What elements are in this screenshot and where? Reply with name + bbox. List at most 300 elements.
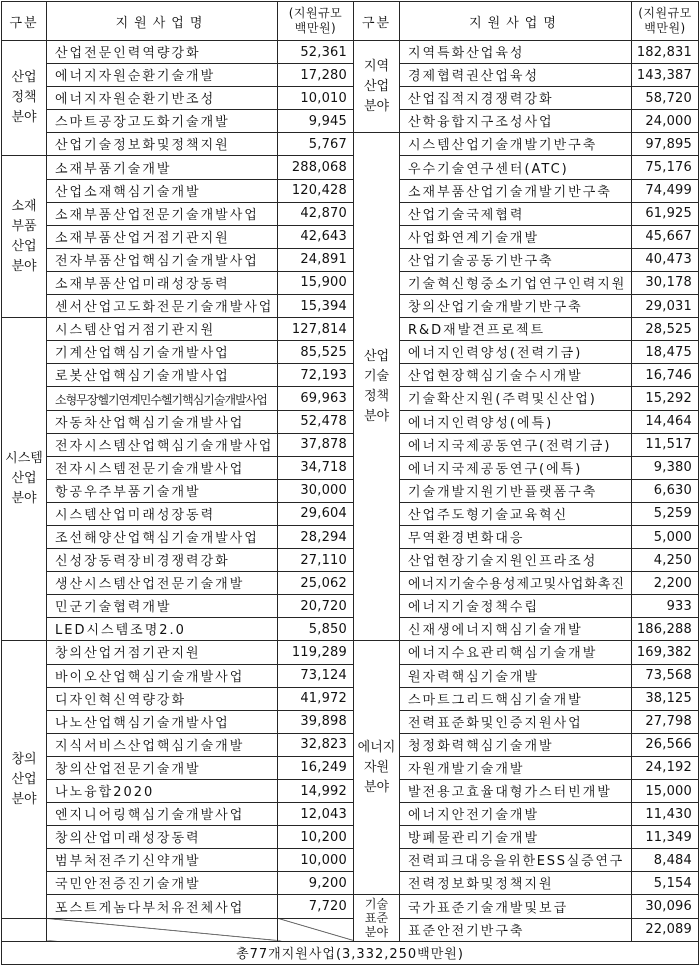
category-label-line: 소재	[11, 198, 37, 214]
program-budget: 25,062	[278, 572, 354, 595]
header-category-label: 구분	[9, 15, 39, 31]
program-name: 산업주도형기술교육혁신	[408, 507, 569, 523]
program-budget: 5,767	[278, 133, 354, 156]
left-program-name-cell	[47, 710, 278, 733]
right-program-name-cell	[400, 248, 632, 271]
program-name: 에너지인력양성(에특)	[408, 415, 554, 431]
program-name: 국민안전증진기술개발	[55, 877, 201, 893]
program-budget: 28,525	[632, 318, 699, 341]
program-budget: 15,292	[632, 387, 699, 410]
table-row	[2, 156, 699, 179]
left-program-name-cell	[47, 826, 278, 849]
left-program-name-cell	[47, 225, 278, 248]
right-program-name-cell	[400, 502, 632, 525]
program-name: 산업현장핵심기술수시개발	[408, 369, 583, 385]
program-budget: 30,096	[632, 895, 699, 918]
program-name: 시스템산업거점기관지원	[55, 323, 216, 339]
left-program-name-cell	[47, 64, 278, 87]
program-budget: 5,259	[632, 502, 699, 525]
category-label-line: 분야	[364, 925, 389, 940]
program-budget: 26,566	[632, 733, 699, 756]
left-category-cell	[2, 318, 47, 641]
program-name: 창의산업전문기술개발	[55, 761, 201, 777]
left-program-name-cell	[47, 110, 278, 133]
table-row	[2, 87, 699, 110]
program-budget: 9,200	[278, 872, 354, 895]
program-name: 발전용고효율대형가스터빈개발	[408, 785, 612, 801]
left-program-name-cell	[47, 248, 278, 271]
category-label-line: 기술	[363, 368, 390, 384]
program-name: 기술개발지원기반플랫폼구축	[408, 484, 598, 500]
program-budget: 12,043	[278, 803, 354, 826]
program-budget: 28,294	[278, 525, 354, 548]
program-name: 디자인혁신역량강화	[55, 692, 187, 708]
program-name: 소재부품산업기술개발기반구축	[408, 184, 612, 200]
left-program-name-cell	[47, 387, 278, 410]
program-name: 바이오산업핵심기술개발사업	[55, 669, 245, 685]
program-budget: 182,831	[632, 41, 699, 64]
table-row	[2, 295, 699, 318]
program-budget: 24,891	[278, 248, 354, 271]
support-program-table	[1, 1, 699, 965]
right-program-name-cell	[400, 87, 632, 110]
category-label-line: 정책	[363, 388, 390, 404]
right-program-name-cell	[400, 295, 632, 318]
left-program-name-cell	[47, 595, 278, 618]
program-name: 사업화연계기술개발	[408, 230, 540, 246]
total-row	[2, 941, 699, 964]
program-budget: 61,925	[632, 202, 699, 225]
header-category-left	[2, 2, 47, 41]
table-row	[2, 248, 699, 271]
left-program-name-cell	[47, 803, 278, 826]
category-label-line: 분야	[363, 779, 390, 795]
program-name: 소재부품산업미래성장동력	[55, 276, 230, 292]
header-budget-line1: (지원규모	[638, 6, 692, 20]
header-category-label: 구분	[361, 15, 392, 31]
program-budget: 15,900	[278, 271, 354, 294]
program-name: 신성장동력장비경쟁력강화	[55, 554, 230, 570]
header-category-right	[354, 2, 400, 41]
right-program-name-cell	[400, 110, 632, 133]
table-row	[2, 387, 699, 410]
right-program-name-cell	[400, 41, 632, 64]
program-budget: 29,031	[632, 295, 699, 318]
right-program-name-cell	[400, 202, 632, 225]
category-label-line: 산업	[363, 348, 390, 364]
program-budget: 186,288	[632, 618, 699, 641]
program-name: 소재부품산업거점기관지원	[55, 230, 230, 246]
program-budget: 27,798	[632, 710, 699, 733]
program-name: 국가표준기술개발및보급	[408, 900, 569, 916]
table-body	[2, 41, 699, 942]
program-name: 시스템산업미래성장동력	[55, 507, 216, 523]
program-name: 표준안전기반구축	[408, 923, 525, 939]
program-name: 범부처전주기신약개발	[55, 854, 201, 870]
right-program-name-cell	[400, 664, 632, 687]
right-program-name-cell	[400, 479, 632, 502]
program-name: 에너지기술정책수립	[408, 600, 540, 616]
left-program-name-cell	[47, 733, 278, 756]
left-category-empty-cell	[2, 918, 47, 941]
program-budget: 45,667	[632, 225, 699, 248]
program-budget: 11,517	[632, 433, 699, 456]
program-name: 민군기술협력개발	[55, 600, 172, 616]
category-label-line: 분야	[11, 110, 37, 126]
program-name: 신재생에너지핵심기술개발	[408, 623, 583, 639]
table-row	[2, 456, 699, 479]
right-category-cell	[354, 895, 400, 941]
program-budget: 24,000	[632, 110, 699, 133]
program-name: 원자력핵심기술개발	[408, 669, 540, 685]
table-row	[2, 179, 699, 202]
right-program-name-cell	[400, 456, 632, 479]
left-program-name-cell	[47, 618, 278, 641]
left-program-name-cell	[47, 456, 278, 479]
left-category-cell	[2, 641, 47, 918]
header-budget-line1: (지원규모	[288, 6, 343, 20]
program-budget: 22,089	[632, 918, 699, 941]
right-category-cell	[354, 133, 400, 641]
program-budget: 6,630	[632, 479, 699, 502]
table-row	[2, 826, 699, 849]
program-name: 기술혁신형중소기업연구인력지원	[408, 276, 627, 292]
left-program-name-cell	[47, 364, 278, 387]
category-label-line: 기술	[364, 897, 389, 912]
header-program-name-right	[400, 2, 632, 41]
left-program-name-cell	[47, 318, 278, 341]
program-name: 생산시스템산업전문기술개발	[55, 577, 245, 593]
category-label-line: 분야	[11, 491, 37, 507]
right-category-cell	[354, 641, 400, 895]
header-budget-left	[278, 2, 354, 41]
program-budget: 30,000	[278, 479, 354, 502]
left-program-name-cell	[47, 687, 278, 710]
program-name: 산업기술정보화및정책지원	[55, 138, 230, 154]
program-name: 전자시스템전문기술개발사업	[55, 461, 245, 477]
left-program-name-cell	[47, 872, 278, 895]
right-program-name-cell	[400, 733, 632, 756]
right-program-name-cell	[400, 756, 632, 779]
table-row	[2, 780, 699, 803]
left-program-name-cell	[47, 179, 278, 202]
program-name: 스마트공장고도화기술개발	[55, 115, 230, 131]
table-row	[2, 341, 699, 364]
program-budget: 933	[632, 595, 699, 618]
category-label-line: 분야	[11, 258, 37, 274]
program-budget: 9,380	[632, 456, 699, 479]
left-program-name-cell	[47, 502, 278, 525]
program-budget: 143,387	[632, 64, 699, 87]
program-budget: 18,475	[632, 341, 699, 364]
program-budget: 34,718	[278, 456, 354, 479]
program-budget: 97,895	[632, 133, 699, 156]
left-program-name-cell	[47, 433, 278, 456]
program-budget: 73,568	[632, 664, 699, 687]
table-row	[2, 756, 699, 779]
right-program-name-cell	[400, 318, 632, 341]
program-name: 기계산업핵심기술개발사업	[55, 346, 230, 362]
table-row	[2, 479, 699, 502]
category-label-line: 에너지	[357, 739, 396, 755]
left-program-name-cell	[47, 641, 278, 664]
right-program-name-cell	[400, 64, 632, 87]
left-program-name-cell	[47, 410, 278, 433]
program-budget: 40,473	[632, 248, 699, 271]
program-name: 스마트그리드핵심기술개발	[408, 692, 583, 708]
program-name: 창의산업거점기관지원	[55, 646, 201, 662]
program-budget: 17,280	[278, 64, 354, 87]
category-label-line: 자원	[363, 759, 390, 775]
table-row	[2, 849, 699, 872]
program-budget: 69,963	[278, 387, 354, 410]
program-name: 소형무장헬기연계민수헬기핵심기술개발사업	[55, 392, 267, 407]
program-budget: 52,361	[278, 41, 354, 64]
program-budget: 10,200	[278, 826, 354, 849]
program-name: 센서산업고도화전문기술개발사업	[55, 300, 274, 316]
program-name: 에너지자원순환기반조성	[55, 92, 216, 108]
program-budget: 42,643	[278, 225, 354, 248]
left-empty-budget-cell	[278, 918, 354, 941]
program-budget: 41,972	[278, 687, 354, 710]
program-name: 산업집적지경쟁력강화	[408, 92, 554, 108]
program-name: 에너지국제공동연구(전력기금)	[408, 438, 612, 454]
right-program-name-cell	[400, 179, 632, 202]
program-name: 우수기술연구센터(ATC)	[408, 161, 569, 177]
category-label-line: 산업	[363, 78, 390, 94]
program-budget: 29,604	[278, 502, 354, 525]
program-budget: 15,394	[278, 295, 354, 318]
right-program-name-cell	[400, 826, 632, 849]
left-program-name-cell	[47, 525, 278, 548]
left-program-name-cell	[47, 664, 278, 687]
program-budget: 20,720	[278, 595, 354, 618]
program-name: 전자시스템산업핵심기술개발사업	[55, 438, 274, 454]
program-name: 자동차산업핵심기술개발사업	[55, 415, 245, 431]
left-program-name-cell	[47, 549, 278, 572]
program-budget: 75,176	[632, 156, 699, 179]
table-row	[2, 110, 699, 133]
program-budget: 74,499	[632, 179, 699, 202]
table-row	[2, 664, 699, 687]
program-name: 포스트게놈다부처유전체사업	[55, 900, 245, 916]
left-program-name-cell	[47, 756, 278, 779]
category-label-line: 시스템	[5, 451, 43, 467]
program-name: 지역특화산업육성	[408, 46, 525, 62]
table-row	[2, 502, 699, 525]
table-row	[2, 872, 699, 895]
program-name: 청정화력핵심기술개발	[408, 738, 554, 754]
table-row	[2, 64, 699, 87]
right-program-name-cell	[400, 271, 632, 294]
program-budget: 11,430	[632, 803, 699, 826]
program-name: 로봇산업핵심기술개발사업	[55, 369, 230, 385]
program-budget: 15,000	[632, 780, 699, 803]
program-budget: 119,289	[278, 641, 354, 664]
table-row	[2, 225, 699, 248]
program-budget: 4,250	[632, 549, 699, 572]
program-name: R&D재발견프로젝트	[408, 323, 546, 339]
table-row	[2, 525, 699, 548]
table-row	[2, 549, 699, 572]
table-row	[2, 641, 699, 664]
category-label-line: 산업	[11, 771, 37, 787]
program-budget: 7,720	[278, 895, 354, 918]
program-budget: 58,720	[632, 87, 699, 110]
category-label-line: 산업	[11, 70, 37, 86]
right-program-name-cell	[400, 549, 632, 572]
left-program-name-cell	[47, 156, 278, 179]
program-budget: 72,193	[278, 364, 354, 387]
table-row	[2, 895, 699, 918]
program-name: 산업전문인력역량강화	[55, 46, 201, 62]
table-row	[2, 41, 699, 64]
category-label-line: 창의	[11, 751, 37, 767]
right-program-name-cell	[400, 156, 632, 179]
right-program-name-cell	[400, 895, 632, 918]
program-name: 소재부품산업전문기술개발사업	[55, 207, 259, 223]
left-program-name-cell	[47, 479, 278, 502]
program-budget: 85,525	[278, 341, 354, 364]
program-budget: 127,814	[278, 318, 354, 341]
category-label-line: 분야	[11, 791, 37, 807]
right-program-name-cell	[400, 364, 632, 387]
program-budget: 8,484	[632, 849, 699, 872]
program-name: 산업현장기술지원인프라조성	[408, 554, 598, 570]
program-budget: 27,110	[278, 549, 354, 572]
program-name: 조선해양산업핵심기술개발사업	[55, 531, 259, 547]
left-program-name-cell	[47, 341, 278, 364]
table-header	[2, 2, 699, 41]
left-program-name-cell	[47, 572, 278, 595]
right-program-name-cell	[400, 410, 632, 433]
program-name: 산업기술국제협력	[408, 207, 525, 223]
program-budget: 120,428	[278, 179, 354, 202]
total-summary: 총77개지원사업(3,332,250백만원)	[2, 941, 699, 964]
program-name: 지식서비스산업핵심기술개발	[55, 738, 245, 754]
program-name: 에너지수요관리핵심기술개발	[408, 646, 598, 662]
program-name: 산학융합지구조성사업	[408, 115, 554, 131]
program-name: 전자부품산업핵심기술개발사업	[55, 253, 259, 269]
table-row	[2, 595, 699, 618]
right-program-name-cell	[400, 687, 632, 710]
table-row	[2, 202, 699, 225]
category-label-line: 표준	[364, 911, 389, 926]
program-name: 소재부품기술개발	[55, 161, 172, 177]
right-program-name-cell	[400, 849, 632, 872]
table-row	[2, 133, 699, 156]
program-budget: 5,000	[632, 525, 699, 548]
left-category-cell	[2, 41, 47, 156]
table-row	[2, 318, 699, 341]
program-name: 항공우주부품기술개발	[55, 484, 201, 500]
program-name: 방폐물관리기술개발	[408, 831, 540, 847]
table-row	[2, 410, 699, 433]
right-program-name-cell	[400, 225, 632, 248]
program-budget: 16,746	[632, 364, 699, 387]
program-name: 나노산업핵심기술개발사업	[55, 715, 230, 731]
program-name: LED시스템조명2.0	[55, 623, 186, 639]
program-budget: 14,464	[632, 410, 699, 433]
program-name: 자원개발기술개발	[408, 761, 525, 777]
category-label-line: 산업	[11, 238, 37, 254]
program-name: 전력표준화및인증지원사업	[408, 715, 583, 731]
program-name: 에너지자원순환기술개발	[55, 69, 216, 85]
category-label-line: 부품	[11, 218, 37, 234]
program-name: 창의산업미래성장동력	[55, 831, 201, 847]
header-program-name-label: 지원사업명	[469, 15, 562, 31]
category-label-line: 정책	[11, 90, 37, 106]
right-category-cell	[354, 41, 400, 133]
right-program-name-cell	[400, 618, 632, 641]
left-program-name-cell	[47, 295, 278, 318]
right-program-name-cell	[400, 433, 632, 456]
program-name: 무역환경변화대응	[408, 531, 525, 547]
right-program-name-cell	[400, 595, 632, 618]
program-budget: 5,850	[278, 618, 354, 641]
left-program-name-cell	[47, 202, 278, 225]
left-program-name-cell	[47, 895, 278, 918]
right-program-name-cell	[400, 872, 632, 895]
table-row	[2, 803, 699, 826]
program-name: 에너지인력양성(전력기금)	[408, 346, 583, 362]
category-label-line: 분야	[363, 98, 390, 114]
right-program-name-cell	[400, 641, 632, 664]
program-budget: 288,068	[278, 156, 354, 179]
program-name: 기술확산지원(주력및신산업)	[408, 392, 597, 408]
program-name: 시스템산업기술개발기반구축	[408, 138, 598, 154]
right-program-name-cell	[400, 803, 632, 826]
header-budget-right	[632, 2, 699, 41]
right-program-name-cell	[400, 710, 632, 733]
program-budget: 2,200	[632, 572, 699, 595]
right-program-name-cell	[400, 525, 632, 548]
table-row	[2, 710, 699, 733]
category-label-line: 분야	[363, 408, 390, 424]
program-name: 나노융합2020	[55, 785, 155, 801]
table-row	[2, 271, 699, 294]
program-name: 경제협력권산업육성	[408, 69, 540, 85]
left-program-name-cell	[47, 133, 278, 156]
right-program-name-cell	[400, 780, 632, 803]
right-program-name-cell	[400, 918, 632, 941]
left-program-name-cell	[47, 87, 278, 110]
program-name: 엔지니어링핵심기술개발사업	[55, 808, 245, 824]
right-program-name-cell	[400, 572, 632, 595]
table-footer	[2, 941, 699, 964]
table-row	[2, 364, 699, 387]
program-budget: 10,010	[278, 87, 354, 110]
program-budget: 11,349	[632, 826, 699, 849]
table-row	[2, 618, 699, 641]
header-program-name-label: 지원사업명	[115, 15, 209, 31]
right-program-name-cell	[400, 341, 632, 364]
program-budget: 38,125	[632, 687, 699, 710]
table-row	[2, 733, 699, 756]
program-budget: 16,249	[278, 756, 354, 779]
program-name: 에너지기술수용성제고및사업화촉진	[408, 577, 625, 593]
table-row	[2, 572, 699, 595]
table-row	[2, 687, 699, 710]
left-program-name-cell	[47, 271, 278, 294]
program-budget: 10,000	[278, 849, 354, 872]
program-budget: 169,382	[632, 641, 699, 664]
program-name: 전력정보화및정책지원	[408, 877, 554, 893]
program-budget: 24,192	[632, 756, 699, 779]
program-budget: 42,870	[278, 202, 354, 225]
category-label-line: 산업	[11, 471, 37, 487]
program-budget: 32,823	[278, 733, 354, 756]
